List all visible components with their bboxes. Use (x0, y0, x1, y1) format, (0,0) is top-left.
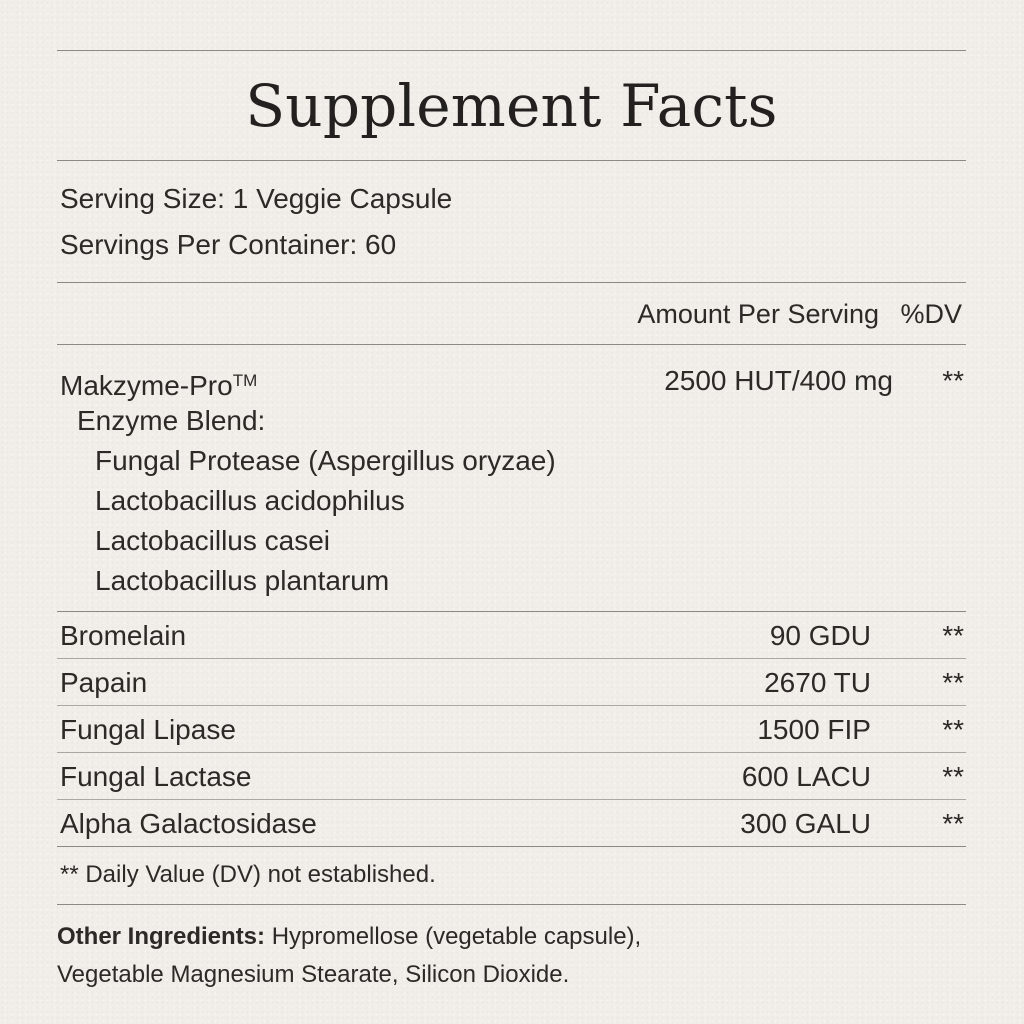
table-row (57, 705, 966, 752)
blend-component: Lactobacillus acidophilus (95, 485, 405, 516)
amount-header: Amount Per Serving (637, 299, 879, 329)
column-header (57, 283, 966, 344)
other-ingredients-line1: Hypromellose (vegetable capsule), (265, 923, 642, 950)
blend-name-text: Makzyme-Pro (60, 370, 233, 401)
ingredient-dv: ** (942, 808, 964, 839)
ingredient-amount: 90 GDU (769, 620, 871, 651)
ingredient-amount: 2670 TU (764, 667, 871, 698)
table-row (57, 611, 966, 658)
ingredient-name: Alpha Galactosidase (60, 808, 317, 839)
ingredient-dv: ** (942, 761, 964, 792)
serving-size: Serving Size: 1 Veggie Capsule (60, 183, 453, 214)
ingredient-dv: ** (942, 714, 964, 745)
other-ingredients (57, 905, 966, 994)
servings-per-container: Servings Per Container: 60 (60, 229, 397, 260)
ingredient-amount: 300 GALU (740, 808, 871, 839)
ingredient-amount: 600 LACU (741, 761, 871, 792)
ingredient-name: Fungal Lactase (60, 761, 252, 792)
dv-header: %DV (900, 299, 962, 329)
top-divider (57, 50, 966, 51)
table-row (57, 799, 966, 846)
table-row (57, 752, 966, 799)
dv-footnote: ** Daily Value (DV) not established. (60, 861, 436, 888)
serving-info (57, 161, 966, 282)
ingredient-amount: 1500 FIP (757, 714, 871, 745)
trademark-mark: TM (232, 371, 258, 390)
ingredient-name: Fungal Lipase (60, 714, 236, 745)
blend-section (57, 345, 966, 611)
other-ingredients-line2: Vegetable Magnesium Stearate, Silicon Dioxide. (57, 961, 570, 988)
blend-dv: ** (942, 365, 964, 396)
ingredient-dv: ** (942, 667, 964, 698)
blend-component: Lactobacillus casei (95, 525, 331, 556)
ingredient-dv: ** (942, 620, 964, 651)
blend-name (60, 361, 257, 401)
blend-component: Lactobacillus plantarum (95, 565, 390, 596)
other-ingredients-label: Other Ingredients: (57, 923, 266, 950)
supplement-facts-panel (57, 50, 966, 994)
page-title: Supplement Facts (245, 72, 778, 140)
blend-component: Fungal Protease (Aspergillus oryzae) (95, 445, 556, 476)
ingredient-name: Papain (60, 667, 148, 698)
ingredient-name: Bromelain (60, 620, 187, 651)
blend-amount: 2500 HUT/400 mg (664, 365, 893, 396)
table-row (57, 658, 966, 705)
blend-subheading: Enzyme Blend: (77, 405, 266, 436)
